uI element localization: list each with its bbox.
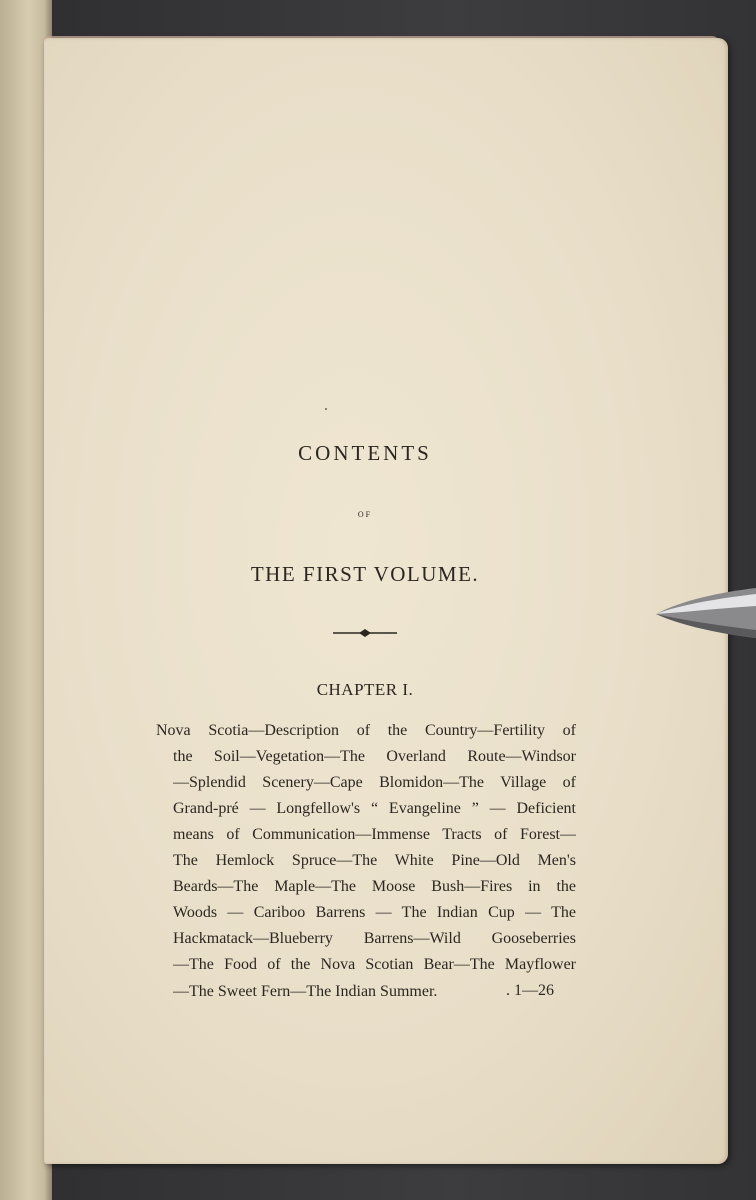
summary-line: Grand-pré — Longfellow's “ Evangeline ” — Deficient — [173, 800, 576, 817]
chapter-heading: CHAPTER I. — [316, 680, 414, 699]
summary-line: the Soil—Vegetation—The Overland Route—Windsor — [173, 748, 576, 765]
ink-speck — [325, 408, 327, 410]
summary-line: Woods — Cariboo Barrens — The Indian Cup — The — [173, 904, 576, 921]
metal-page-marker-icon — [652, 586, 756, 642]
summary-line: —The Sweet Fern—The Indian Summer. — [173, 983, 438, 1000]
of-word: OF — [357, 510, 373, 519]
summary-line: The Hemlock Spruce—The White Pine—Old Men's — [173, 852, 576, 869]
volume-title: THE FIRST VOLUME. — [250, 562, 480, 586]
summary-line: —The Food of the Nova Scotian Bear—The Mayflower — [173, 956, 576, 973]
contents-heading: CONTENTS — [298, 441, 432, 465]
page-range: . 1—26 — [506, 982, 554, 999]
summary-line: Beards—The Maple—The Moose Bush—Fires in the — [173, 878, 576, 895]
summary-line: means of Communication—Immense Tracts of Forest— — [173, 826, 576, 843]
summary-line: Hackmatack—Blueberry Barrens—Wild Gooseberries — [173, 930, 576, 947]
printer-ornament-icon — [333, 626, 397, 640]
summary-line: —Splendid Scenery—Cape Blomidon—The Village of — [173, 774, 576, 791]
summary-line: Nova Scotia—Description of the Country—Fertility of — [156, 722, 576, 739]
